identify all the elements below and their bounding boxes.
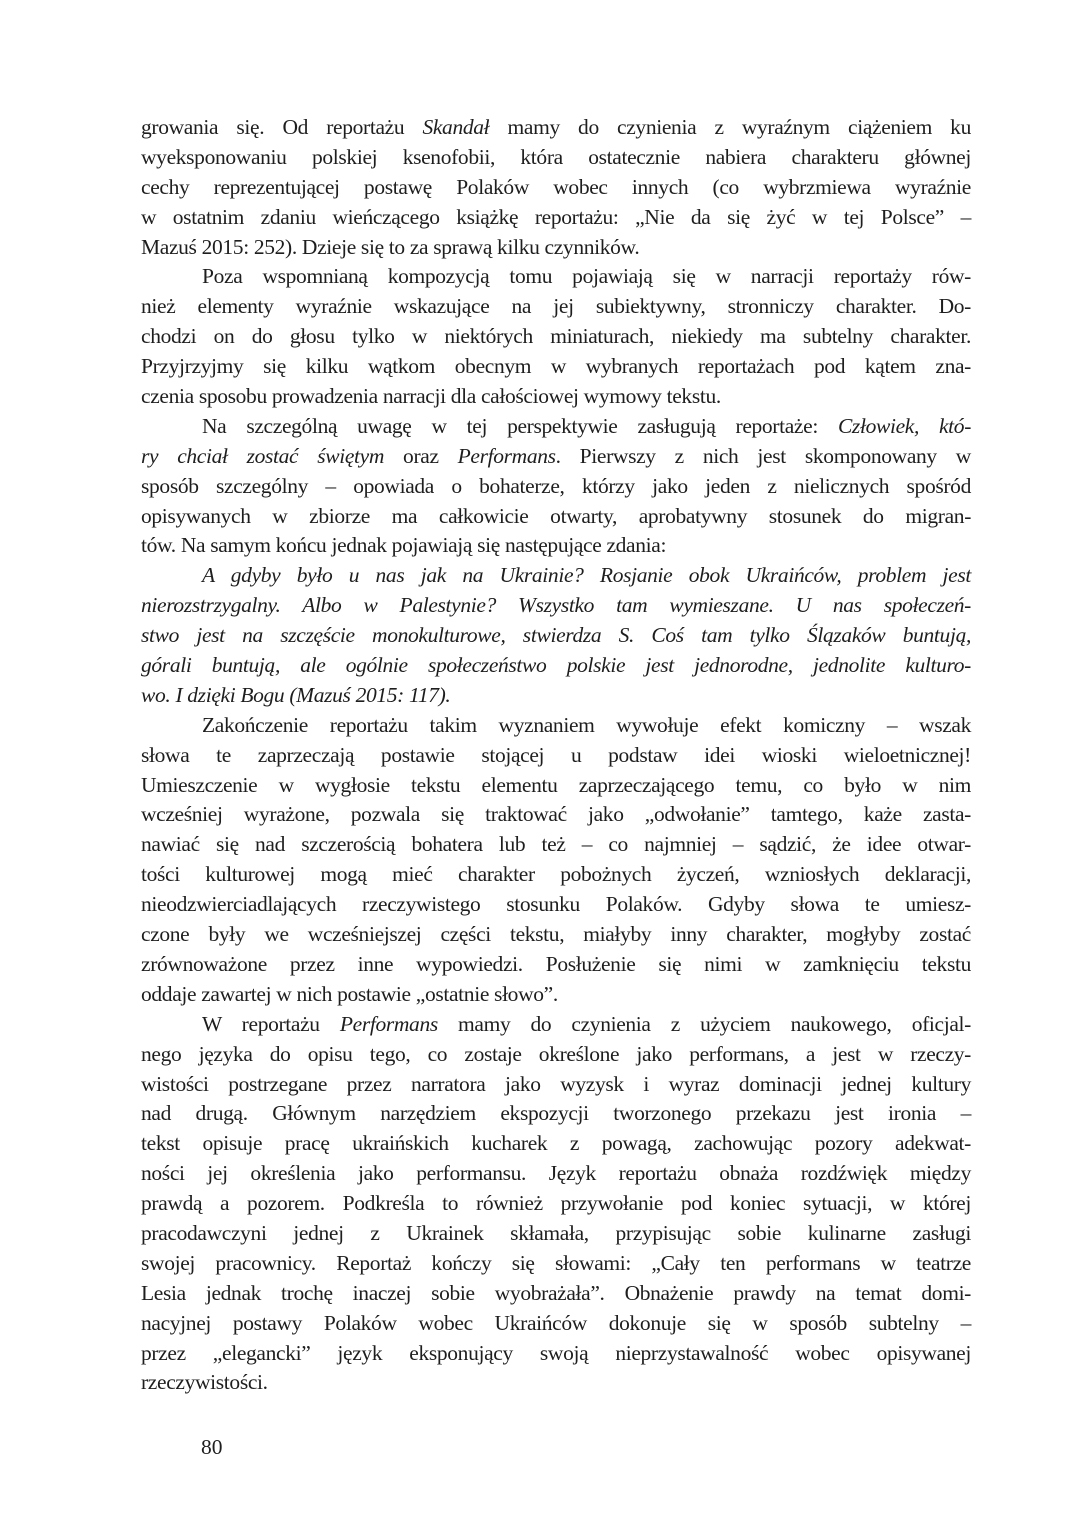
- text-segment: . Pierwszy z nich jest skomponowany w: [555, 443, 971, 468]
- text-line: [141, 292, 971, 322]
- text-line: [141, 711, 971, 741]
- text-segment: tości kulturowej mogą mieć charakter pobożnych życzeń, wzniosłych deklaracji,: [141, 862, 971, 887]
- text-line: [141, 113, 971, 143]
- text-segment: chodzi on do głosu tylko w niektórych miniaturach, niekiedy ma subtelny charakter.: [141, 324, 971, 349]
- text-segment: nego języka do opisu tego, co zostaje określone jako performans, a jest w rzeczy-: [141, 1041, 971, 1066]
- text-line: [141, 860, 971, 890]
- page-number: 80: [201, 1435, 223, 1459]
- text-line: [141, 382, 971, 412]
- text-segment: nieodzwierciadlających rzeczywistego stosunku Polaków. Gdyby słowa te umiesz-: [141, 892, 971, 917]
- text-segment: W reportażu: [202, 1011, 340, 1036]
- text-line: [141, 561, 971, 591]
- text-line: [141, 1189, 971, 1219]
- text-segment: zrównoważone przez inne wypowiedzi. Posłużenie się nimi w zamknięciu tekstu: [141, 951, 971, 976]
- text-line: [141, 203, 971, 233]
- text-line: [141, 1099, 971, 1129]
- text-line: [141, 173, 971, 203]
- text-line: [141, 1309, 971, 1339]
- text-segment: tów. Na samym końcu jednak pojawiają się następujące zdania:: [141, 533, 667, 558]
- text-segment: oddaje zawartej w nich postawie „ostatnie słowo”.: [141, 981, 558, 1006]
- text-segment: ności jej określenia jako performansu. Język reportażu obnaża rozdźwięk między: [141, 1161, 971, 1186]
- text-line: [141, 352, 971, 382]
- text-line: [141, 980, 971, 1010]
- text-line: [141, 621, 971, 651]
- text-segment: Przyjrzyjmy się kilku wątkom obecnym w wybranych reportażach pod kątem zna-: [141, 354, 971, 379]
- text-segment: pracodawczyni jednej z Ukrainek skłamała, przypisując sobie kulinarne zasługi: [141, 1220, 971, 1245]
- text-line: [141, 800, 971, 830]
- italic-title-text: Skandał: [422, 115, 490, 139]
- text-line: [141, 741, 971, 771]
- italic-title-text: Performans: [339, 1011, 438, 1036]
- text-line: [141, 472, 971, 502]
- paragraph: [141, 412, 971, 561]
- text-segment: prawdą a pozorem. Podkreśla to również przywołanie pod koniec sytuacji, w której: [141, 1191, 971, 1216]
- text-line: [141, 1129, 971, 1159]
- text-line: [141, 1249, 971, 1279]
- text-line: [141, 1368, 971, 1398]
- text-line: [141, 591, 971, 621]
- block-quote: [141, 561, 971, 710]
- text-segment: Mazuś 2015: 252). Dzieje się to za sprawą kilku czynników.: [141, 234, 640, 259]
- text-line: [141, 1159, 971, 1189]
- paragraph: [141, 262, 971, 411]
- text-segment: wcześniej wyrażone, pozwala się traktować jako „odwołanie” tamtego, każe zasta-: [141, 802, 971, 827]
- text-segment: czenia sposobu prowadzenia narracji dla całościowej wymowy tekstu.: [141, 384, 721, 409]
- text-segment: mamy do czynienia z użyciem naukowego, oficjal-: [437, 1011, 971, 1036]
- text-segment: nad drugą. Głównym narzędziem ekspozycji tworzonego przekazu jest ironia –: [141, 1101, 971, 1126]
- text-segment: Poza wspomnianą kompozycją tomu pojawiają się w narracji reportaży rów-: [202, 264, 971, 289]
- text-segment: nacyjnej postawy Polaków wobec Ukraińców dokonuje się w sposób subtelny –: [141, 1310, 971, 1335]
- text-segment: w ostatnim zdaniu wieńczącego książkę reportażu: „Nie da się żyć w tej Polsce” –: [141, 204, 971, 229]
- italic-title-text: ry chciał zostać świętym: [141, 443, 385, 468]
- text-line: [141, 890, 971, 920]
- text-segment: wo. I dzięki Bogu (Mazuś 2015: 117).: [141, 682, 451, 707]
- text-segment: nież elementy wyraźnie wskazujące na jej subiektywny, stronniczy charakter. Do-: [141, 294, 971, 319]
- text-line: [141, 830, 971, 860]
- text-line: [141, 412, 971, 442]
- text-line: [141, 143, 971, 173]
- text-segment: wistości postrzegane przez narratora jako wyzysk i wyraz dominacji jednej kultury: [141, 1071, 971, 1096]
- text-segment: stwo jest na szczęście monokulturowe, stwierdza S. Coś tam tylko Ślązaków buntują,: [141, 623, 971, 648]
- text-segment: opisywanych w zbiorze ma całkowicie otwarty, aprobatywny stosunek do migran-: [141, 503, 971, 528]
- paragraph: [141, 1010, 971, 1399]
- text-line: [141, 1339, 971, 1369]
- text-line: [141, 1279, 971, 1309]
- text-line: [141, 950, 971, 980]
- paragraph: [141, 711, 971, 1010]
- text-segment: tekst opisuje pracę ukraińskich kucharek z powagą, zachowując pozory adekwat-: [141, 1131, 971, 1156]
- text-line: [141, 442, 971, 472]
- text-segment: Na szczególną uwagę w tej perspektywie zasługują reportaże:: [202, 413, 838, 438]
- text-segment: przez „elegancki” język eksponujący swoją nieprzystawalność wobec opisywanej: [141, 1340, 971, 1365]
- text-segment: Zakończenie reportażu takim wyznaniem wywołuje efekt komiczny – wszak: [202, 712, 971, 737]
- text-line: [141, 771, 971, 801]
- text-segment: mamy do czynienia z wyraźnym ciążeniem ku: [489, 115, 971, 139]
- text-segment: cechy reprezentującej postawę Polaków wobec innych (co wybrzmiewa wyraźnie: [141, 174, 971, 199]
- text-segment: czone były we wcześniejszej części tekstu, miałyby inny charakter, mogłyby zostać: [141, 922, 971, 947]
- text-line: [141, 233, 971, 263]
- text-line: [141, 322, 971, 352]
- text-line: [141, 1070, 971, 1100]
- text-segment: sposób szczególny – opowiada o bohaterze, którzy jako jeden z nielicznych spośród: [141, 473, 971, 498]
- text-segment: rzeczywistości.: [141, 1370, 268, 1395]
- text-segment: oraz: [384, 443, 458, 468]
- paragraph: [141, 113, 971, 262]
- text-segment: A gdyby było u nas jak na Ukrainie? Rosjanie obok Ukraińców, problem jest: [202, 563, 971, 588]
- text-line: [141, 681, 971, 711]
- text-line: [141, 1010, 971, 1040]
- text-segment: Lesia jednak trochę inaczej sobie wyobrażała”. Obnażenie prawdy na temat domi-: [141, 1280, 971, 1305]
- text-segment: nierozstrzygalny. Albo w Palestynie? Wszystko tam wymieszane. U nas społeczeń-: [141, 593, 971, 618]
- text-segment: słowa te zaprzeczają postawie stojącej u podstaw idei wioski wieloetnicznej!: [141, 742, 971, 767]
- text-line: [141, 1219, 971, 1249]
- text-line: [141, 920, 971, 950]
- text-line: [141, 651, 971, 681]
- text-segment: górali buntują, ale ogólnie społeczeństwo polskie jest jednorodne, jednolite kulturo-: [141, 653, 971, 678]
- text-line: [141, 262, 971, 292]
- italic-title-text: Performans: [457, 443, 556, 468]
- text-line: [141, 531, 971, 561]
- text-segment: Umieszczenie w wygłosie tekstu elementu zaprzeczającego temu, co było w nim: [141, 772, 971, 797]
- text-segment: wyeksponowaniu polskiej ksenofobii, która ostatecznie nabiera charakteru głównej: [141, 144, 971, 169]
- text-segment: swojej pracownicy. Reportaż kończy się słowami: „Cały ten performans w teatrze: [141, 1250, 971, 1275]
- italic-title-text: Człowiek, któ-: [837, 413, 972, 438]
- text-line: [141, 502, 971, 532]
- text-segment: nawiać się nad szczerością bohatera lub też – co najmniej – sądzić, że idee otwar-: [141, 832, 971, 857]
- text-segment: growania się. Od reportażu: [141, 115, 423, 139]
- body-text: [141, 113, 971, 1398]
- text-line: [141, 1040, 971, 1070]
